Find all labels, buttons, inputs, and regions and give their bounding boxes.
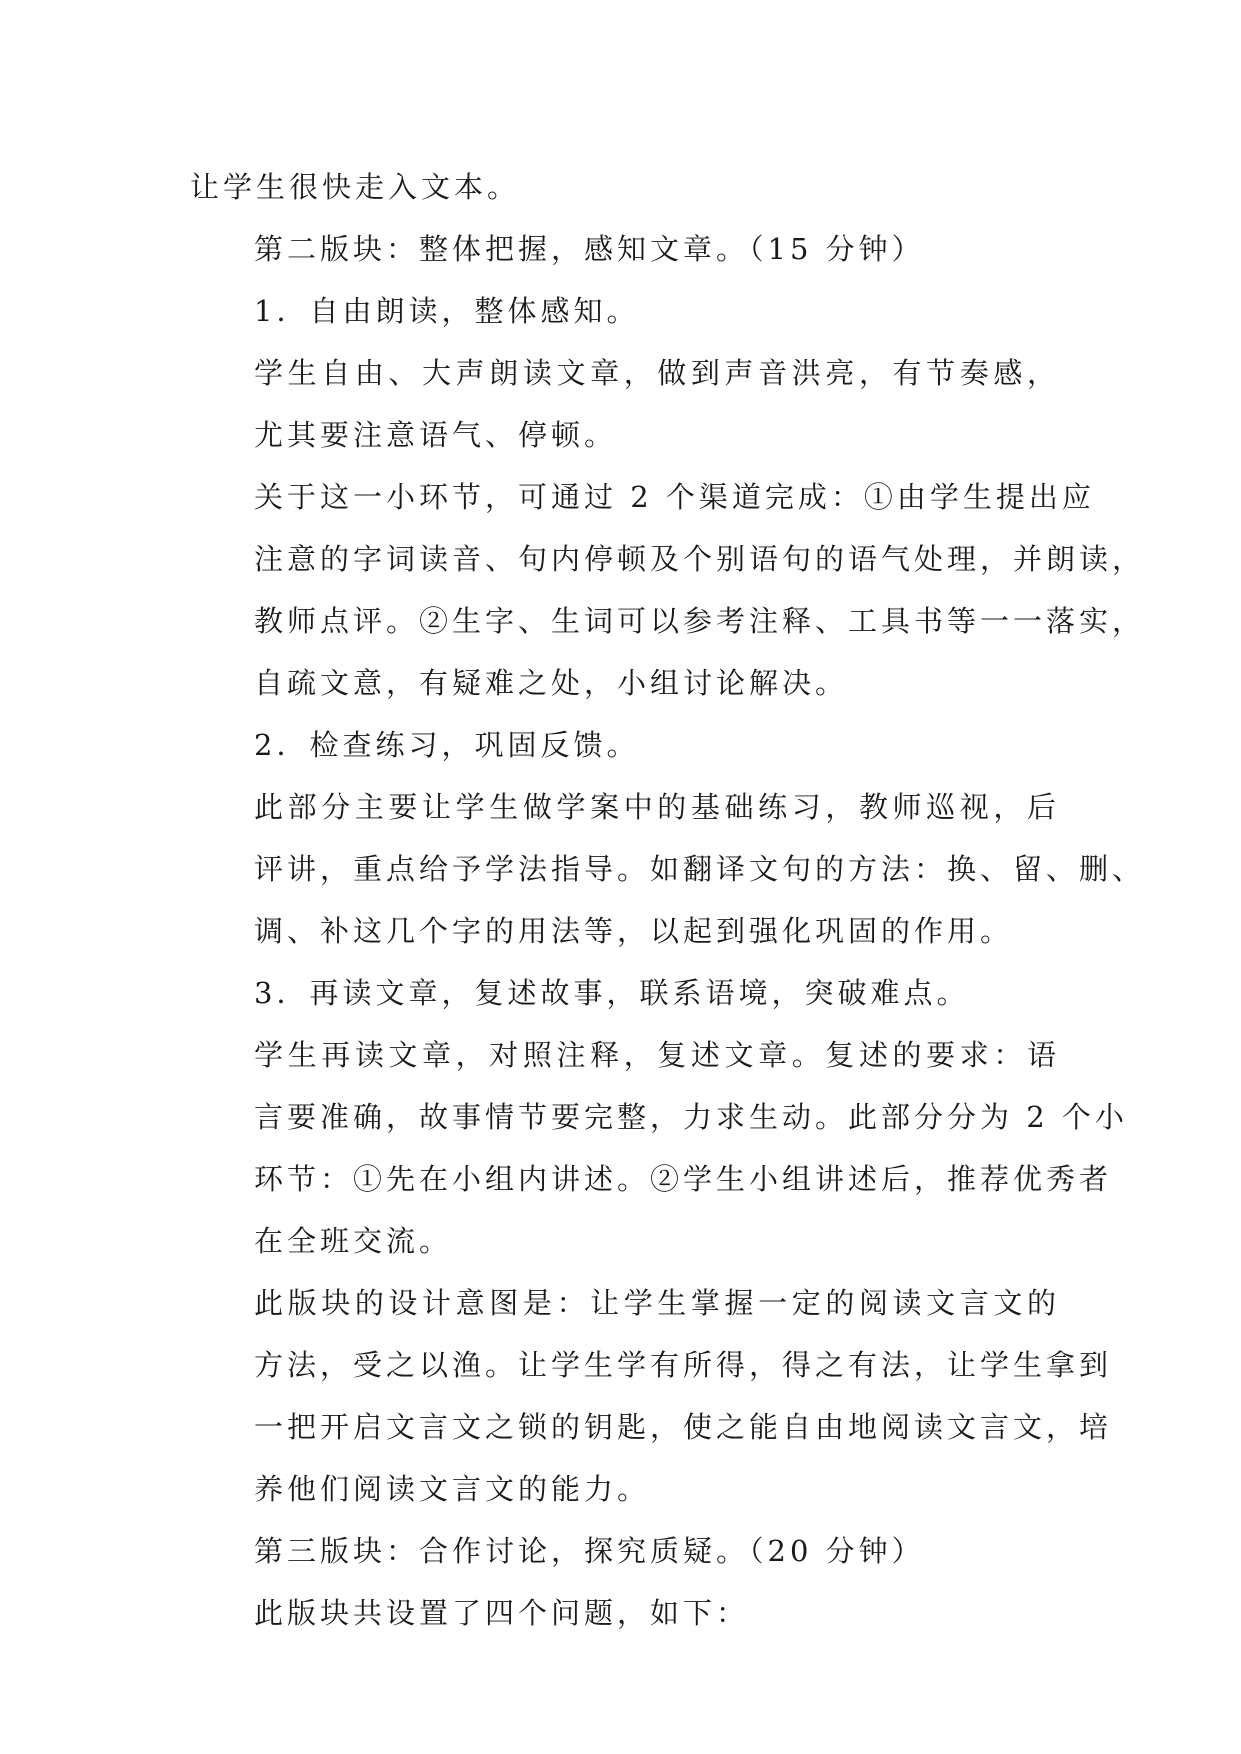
text-line: 尤其要注意语气、停顿。 bbox=[254, 418, 618, 452]
text-line: 方法，受之以渔。让学生学有所得，得之有法，让学生拿到 bbox=[254, 1348, 1113, 1382]
text-line: 1．自由朗读，整体感知。 bbox=[254, 294, 640, 328]
text-line: 学生自由、大声朗读文章，做到声音洪亮，有节奏感， bbox=[254, 356, 1060, 390]
text-line: 此版块的设计意图是：让学生掌握一定的阅读文言文的 bbox=[254, 1286, 1060, 1320]
paragraph bbox=[190, 1024, 1128, 1272]
paragraph bbox=[190, 156, 1060, 218]
text-line: 评讲，重点给予学法指导。如翻译文句的方法：换、留、删、 bbox=[254, 852, 1146, 886]
text-line: 养他们阅读文言文的能力。 bbox=[254, 1472, 651, 1506]
text-line: 关于这一小环节，可通过 2 个渠道完成：①由学生提出应 bbox=[254, 480, 1095, 514]
document-body bbox=[190, 156, 1146, 1644]
text-line: 第三版块：合作讨论，探究质疑。（20 分钟） bbox=[254, 1534, 925, 1568]
paragraph bbox=[190, 1272, 1113, 1520]
text-line: 言要准确，故事情节要完整，力求生动。此部分分为 2 个小 bbox=[254, 1100, 1128, 1134]
step-heading-1 bbox=[190, 280, 1060, 342]
text-line: 第二版块：整体把握，感知文章。（15 分钟） bbox=[254, 232, 925, 266]
text-line: 环节：①先在小组内讲述。②学生小组讲述后，推荐优秀者 bbox=[254, 1162, 1113, 1196]
text-line: 一把开启文言文之锁的钥匙，使之能自由地阅读文言文，培 bbox=[254, 1410, 1113, 1444]
paragraph bbox=[190, 342, 1060, 466]
text-line: 教师点评。②生字、生词可以参考注释、工具书等一一落实， bbox=[254, 604, 1146, 638]
text-line: 此版块共设置了四个问题，如下： bbox=[254, 1596, 750, 1630]
text-line: 2．检查练习，巩固反馈。 bbox=[254, 728, 640, 762]
paragraph bbox=[190, 776, 1146, 962]
step-heading-2 bbox=[190, 714, 1060, 776]
step-heading-3 bbox=[190, 962, 1060, 1024]
text-line: 注意的字词读音、句内停顿及个别语句的语气处理，并朗读， bbox=[254, 542, 1146, 576]
text-line: 在全班交流。 bbox=[254, 1224, 453, 1258]
paragraph bbox=[190, 1582, 1060, 1644]
text-line: 3．再读文章，复述故事，联系语境，突破难点。 bbox=[254, 976, 970, 1010]
section-heading-3 bbox=[190, 1520, 1060, 1582]
paragraph bbox=[190, 466, 1146, 714]
section-heading-2 bbox=[190, 218, 1060, 280]
text-line: 调、补这几个字的用法等，以起到强化巩固的作用。 bbox=[254, 914, 1014, 948]
text-line: 让学生很快走入文本。 bbox=[190, 170, 521, 204]
text-line: 自疏文意，有疑难之处，小组讨论解决。 bbox=[254, 666, 849, 700]
text-line: 此部分主要让学生做学案中的基础练习，教师巡视，后 bbox=[254, 790, 1060, 824]
text-line: 学生再读文章，对照注释，复述文章。复述的要求：语 bbox=[254, 1038, 1060, 1072]
